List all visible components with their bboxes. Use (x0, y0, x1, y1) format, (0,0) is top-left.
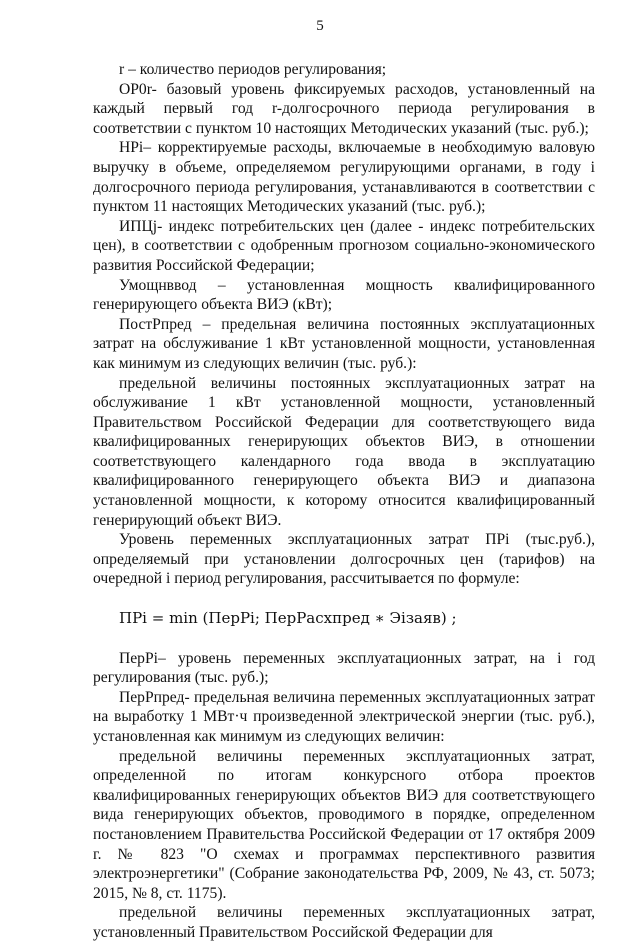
paragraph-or-definition: ОР0r- базовый уровень фиксируемых расходов, установленный на каждый первый год r-долгосрочного периода регулирования в соответствии с пунктом 10 настоящих Методических указаний (тыс. руб.); (93, 80, 595, 137)
paragraph-postr-definition: ПостРпред – предельная величина постоянных эксплуатационных затрат на обслуживание 1 кВт установленной мощности, установленная как минимум из следующих величин (тыс. руб.): (93, 315, 595, 372)
paragraph-nr-definition: НРi– корректируемые расходы, включаемые в необходимую валовую выручку в объеме, определяемом регулирующими органами, в году i долгосрочного периода регулирования, устанавливаются в соответствии с пунктом 11 настоящих Методических указаний (тыс. руб.); (93, 139, 595, 216)
paragraph-government-limit: предельной величины переменных эксплуатационных затрат, установленный Правительством Российской Федерации для (93, 904, 595, 941)
paragraph-perr-definition: ПерРi– уровень переменных эксплуатационных затрат, на i год регулирования (тыс. руб.); (93, 649, 595, 687)
document-body (93, 60, 595, 943)
formula-pr: ПРi = min (ПерРi; ПерРасхпред ∗ Эiзаяв) ; (119, 609, 457, 628)
paragraph-r-definition: r – количество периодов регулирования; (119, 61, 387, 78)
paragraph-perrpred-definition: ПерРпред- предельная величина переменных эксплуатационных затрат на выработку 1 МВт·ч произведенной электрической энергии (тыс. руб.), установленная как минимум из следующих величин: (93, 688, 595, 745)
paragraph-fixed-cost-limit: предельной величины постоянных эксплуатационных затрат на обслуживание 1 кВт установленной мощности, установленный Правительством Российской Федерации для соответствующего вида квалифицированных генерирующих объектов ВИЭ, в отношении соответствующего календарного года ввода в эксплуатацию квалифицированного генерирующего объекта ВИЭ и диапазона установленной мощности, к которому относится квалифицированный генерирующий объект ВИЭ. (93, 374, 595, 529)
paragraph-competitive-selection: предельной величины переменных эксплуатационных затрат, определенной по итогам конкурсного отбора проектов квалифицированных генерирующих объектов ВИЭ для соответствующего вида генерирующих объектов, проводимого в порядке, определенном постановлением Правительства Российской Федерации от 17 октября 2009 г. № 823 "О схемах и программах перспективного развития электроэнергетики" (Собрание законодательства РФ, 2009, № 43, ст. 5073; 2015, № 8, ст. 1175). (93, 747, 595, 902)
page-number: 5 (316, 18, 324, 34)
paragraph-variable-cost-intro: Уровень переменных эксплуатационных затрат ПРi (тыс.руб.), определяемый при установлении долгосрочных цен (тарифов) на очередной i период регулирования, рассчитывается по формуле: (93, 531, 595, 588)
paragraph-capacity-definition: Умощнввод – установленная мощность квалифицированного генерирующего объекта ВИЭ (кВт); (93, 276, 595, 314)
paragraph-ipc-definition: ИПЦj- индекс потребительских цен (далее - индекс потребительских цен), в соответствии с одобренным прогнозом социально-экономического развития Российской Федерации; (93, 217, 595, 274)
